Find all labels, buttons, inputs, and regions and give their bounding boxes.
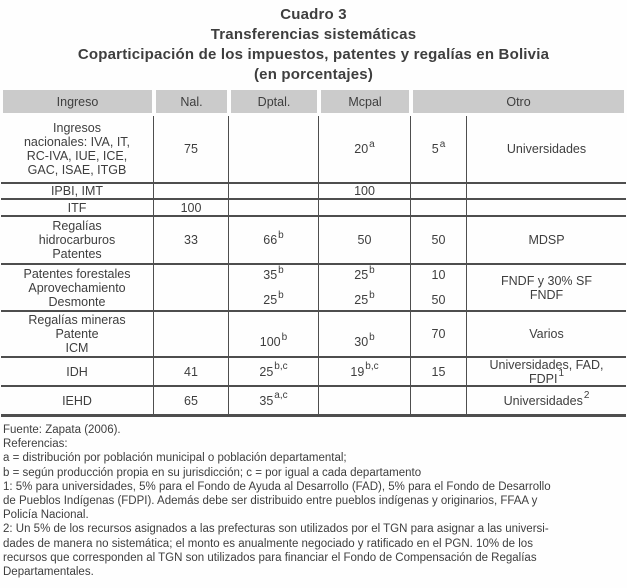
- table-row: [1, 387, 626, 417]
- footnote-marker: b: [278, 229, 284, 241]
- cell-r3-c5: [467, 217, 626, 263]
- cell-r4-c1: [154, 265, 229, 310]
- cell-line: nacionales: IVA, IT,: [23, 135, 131, 149]
- cell-r1-c3: [319, 184, 411, 198]
- table-row: [1, 358, 626, 387]
- title-subtitle-2: Coparticipación de los impuestos, patentes y regalías en Bolivia: [77, 46, 550, 63]
- cell-line: IPBI, IMT: [50, 184, 104, 198]
- footnote-line: 1: 5% para universidades, 5% para el Fondo de Ayuda al Desarrollo (FAD), 5% para el Fondo de Desarrollo: [3, 480, 551, 493]
- cell-line: IEHD: [62, 393, 92, 408]
- cell-line: Universidades, FAD,: [489, 358, 604, 372]
- table-row: [1, 265, 626, 312]
- cell-line: 5$^a$: [431, 138, 446, 156]
- table-row: [1, 217, 626, 265]
- header-dptal: Dptal.: [231, 90, 317, 113]
- cell-line: GAC, ISAE, ITGB: [27, 163, 127, 177]
- cell-r4-c3: [319, 265, 411, 310]
- footnote-marker: b: [369, 331, 375, 343]
- title-caption: Cuadro 3: [280, 6, 347, 23]
- cell-line: MDSP: [528, 233, 565, 247]
- cell-r7-c4: [411, 387, 467, 414]
- cell-r1-c2: [229, 184, 319, 198]
- cell-r6-c4: [411, 358, 467, 385]
- cell-r2-c0: [1, 200, 154, 215]
- cell-r0-c3: [319, 116, 411, 182]
- cell-line: 19$^{b,c}$: [350, 361, 379, 379]
- table-row: [1, 116, 626, 184]
- header-otro: Otro: [413, 90, 624, 113]
- cell-line: Patente: [55, 327, 99, 341]
- cell-line: Universidades: [506, 142, 587, 156]
- cell-line: 20$^a$: [354, 138, 375, 156]
- table-row: [1, 184, 626, 200]
- cell-line: 15: [431, 364, 446, 379]
- cell-line: 70: [431, 327, 446, 341]
- cell-r5-c2: [229, 312, 319, 356]
- cell-r2-c1: [154, 200, 229, 215]
- cell-line: 25$^{b,c}$: [259, 361, 288, 379]
- footnote-marker: b: [369, 289, 375, 301]
- cell-r2-c5: [467, 200, 626, 215]
- cell-r2-c3: [319, 200, 411, 215]
- footnote-line: b = según producción propia en su jurisdicción; c = por igual a cada departamento: [3, 466, 422, 479]
- cell-r1-c0: [1, 184, 154, 198]
- footnote-marker: 1: [558, 368, 565, 380]
- footnote-line: recursos que corresponden al TGN son utilizados para financiar el Fondo de Compensación de Regalías: [3, 551, 537, 564]
- cell-line: 75: [184, 142, 198, 156]
- cell-r0-c4: [411, 116, 467, 182]
- cell-line: FDPI$^1$: [528, 368, 565, 385]
- table-row: [1, 200, 626, 217]
- cell-line: ICM: [65, 341, 89, 355]
- footnote-line: de Pueblos Indígenas (FDPI). Además debe ser distribuido entre pueblos indígenas y originarios, FFAA y: [3, 495, 538, 508]
- footnote-marker: b: [281, 331, 288, 343]
- cell-line: 100$^b$: [259, 331, 288, 349]
- cell-r4-c4: [411, 265, 467, 310]
- cell-line: Varios: [529, 327, 564, 341]
- cell-line: 66$^b$: [263, 229, 284, 247]
- cell-line: 25$^b$: [263, 289, 284, 307]
- footnote-marker: b: [369, 265, 375, 276]
- cell-r5-c0: [1, 312, 154, 356]
- footnote-marker: b: [278, 289, 284, 301]
- cell-r3-c2: [229, 217, 319, 263]
- cell-r3-c0: [1, 217, 154, 263]
- cell-r4-c5: [467, 265, 626, 310]
- cell-r5-c4: [411, 312, 467, 356]
- cell-line: ITF: [67, 200, 87, 215]
- cell-r2-c2: [229, 200, 319, 215]
- cell-line: FNDF y 30% SF: [501, 273, 592, 288]
- cell-r7-c1: [154, 387, 229, 414]
- cell-r0-c2: [229, 116, 319, 182]
- cell-r4-c2: [229, 265, 319, 310]
- cell-r6-c0: [1, 358, 154, 385]
- cell-line: Patentes: [52, 247, 102, 261]
- cell-line: 35$^b$: [263, 265, 284, 282]
- cell-line: 25$^b$: [354, 289, 375, 307]
- cell-r6-c5: [467, 358, 626, 385]
- footnote-marker: b: [278, 265, 284, 276]
- cell-line: 50: [357, 233, 372, 247]
- header-ingreso: Ingreso: [3, 90, 152, 113]
- footnote-marker: a: [369, 138, 375, 150]
- cell-r0-c0: [1, 116, 154, 182]
- cell-line: 100: [354, 184, 375, 198]
- cell-line: Aprovechamiento: [28, 280, 126, 295]
- footnote-line: dades de manera no sistemática; el monto es anualmente negociado y ratificado en el PGN. 10% de los: [3, 537, 533, 550]
- footnote-marker: a,c: [274, 390, 288, 402]
- header-nal: Nal.: [156, 90, 227, 113]
- footnote-marker: b,c: [274, 361, 288, 373]
- footnote-line: a = distribución por población municipal o población departamental;: [3, 452, 347, 465]
- cell-line: Regalías: [52, 219, 102, 233]
- cell-r2-c4: [411, 200, 467, 215]
- cell-line: Universidades$^2$: [503, 390, 590, 408]
- cell-line: Ingresos: [53, 121, 101, 135]
- footnote-marker: a: [439, 138, 446, 150]
- cell-r3-c4: [411, 217, 467, 263]
- cell-line: 50: [431, 233, 446, 247]
- cell-r1-c1: [154, 184, 229, 198]
- title-subtitle-3: (en porcentajes): [253, 66, 374, 83]
- footnote-line: 2: Un 5% de los recursos asignados a las prefecturas son utilizados por el TGN para asignar a las universi-: [3, 523, 549, 536]
- cell-line: Desmonte: [48, 294, 106, 309]
- cell-line: Patentes forestales: [23, 266, 131, 281]
- cell-r5-c5: [467, 312, 626, 356]
- cell-r6-c2: [229, 358, 319, 385]
- cell-line: hidrocarburos: [38, 233, 116, 247]
- cell-line: 33: [184, 233, 198, 247]
- cell-line: 30$^b$: [354, 331, 375, 349]
- cell-r3-c3: [319, 217, 411, 263]
- cell-line: 65: [184, 393, 198, 408]
- cell-r0-c1: [154, 116, 229, 182]
- cell-r5-c1: [154, 312, 229, 356]
- cell-r3-c1: [154, 217, 229, 263]
- table-body: [1, 116, 626, 417]
- cell-r7-c2: [229, 387, 319, 414]
- cell-line: IDH: [66, 364, 88, 379]
- cell-line: Regalías mineras: [28, 313, 126, 327]
- footnote-marker: b,c: [365, 361, 379, 373]
- footnote-line: Referencias:: [3, 438, 68, 451]
- cell-r0-c5: [467, 116, 626, 182]
- cell-line: RC-IVA, IUE, ICE,: [26, 149, 128, 163]
- cell-line: 35$^{a,c}$: [259, 390, 288, 408]
- footnote-line: Fuente: Zapata (2006).: [3, 424, 121, 436]
- cell-r4-c0: [1, 265, 154, 310]
- cell-r1-c5: [467, 184, 626, 198]
- cell-line: 25$^b$: [354, 265, 375, 282]
- footnote-line: Policía Nacional.: [3, 509, 89, 522]
- table-header-row: [1, 90, 626, 113]
- footnote-line: Departamentales.: [3, 566, 94, 579]
- cell-r7-c3: [319, 387, 411, 414]
- cell-line: 100: [180, 200, 202, 215]
- cell-r6-c1: [154, 358, 229, 385]
- cell-line: 10: [431, 268, 446, 282]
- header-mcpal: Mcpal: [321, 90, 409, 113]
- footnote-marker: 2: [583, 390, 590, 402]
- cell-line: FNDF: [529, 287, 564, 302]
- cell-r5-c3: [319, 312, 411, 356]
- cell-line: 50: [431, 293, 446, 307]
- cell-r7-c5: [467, 387, 626, 414]
- cell-r6-c3: [319, 358, 411, 385]
- cell-r1-c4: [411, 184, 467, 198]
- title-subtitle-1: Transferencias sistemáticas: [210, 26, 417, 43]
- cell-line: 41: [184, 364, 198, 379]
- transfers-table: [1, 90, 626, 417]
- cell-r7-c0: [1, 387, 154, 414]
- footnotes: [3, 423, 623, 579]
- table-title: [0, 0, 627, 85]
- table-row: [1, 312, 626, 358]
